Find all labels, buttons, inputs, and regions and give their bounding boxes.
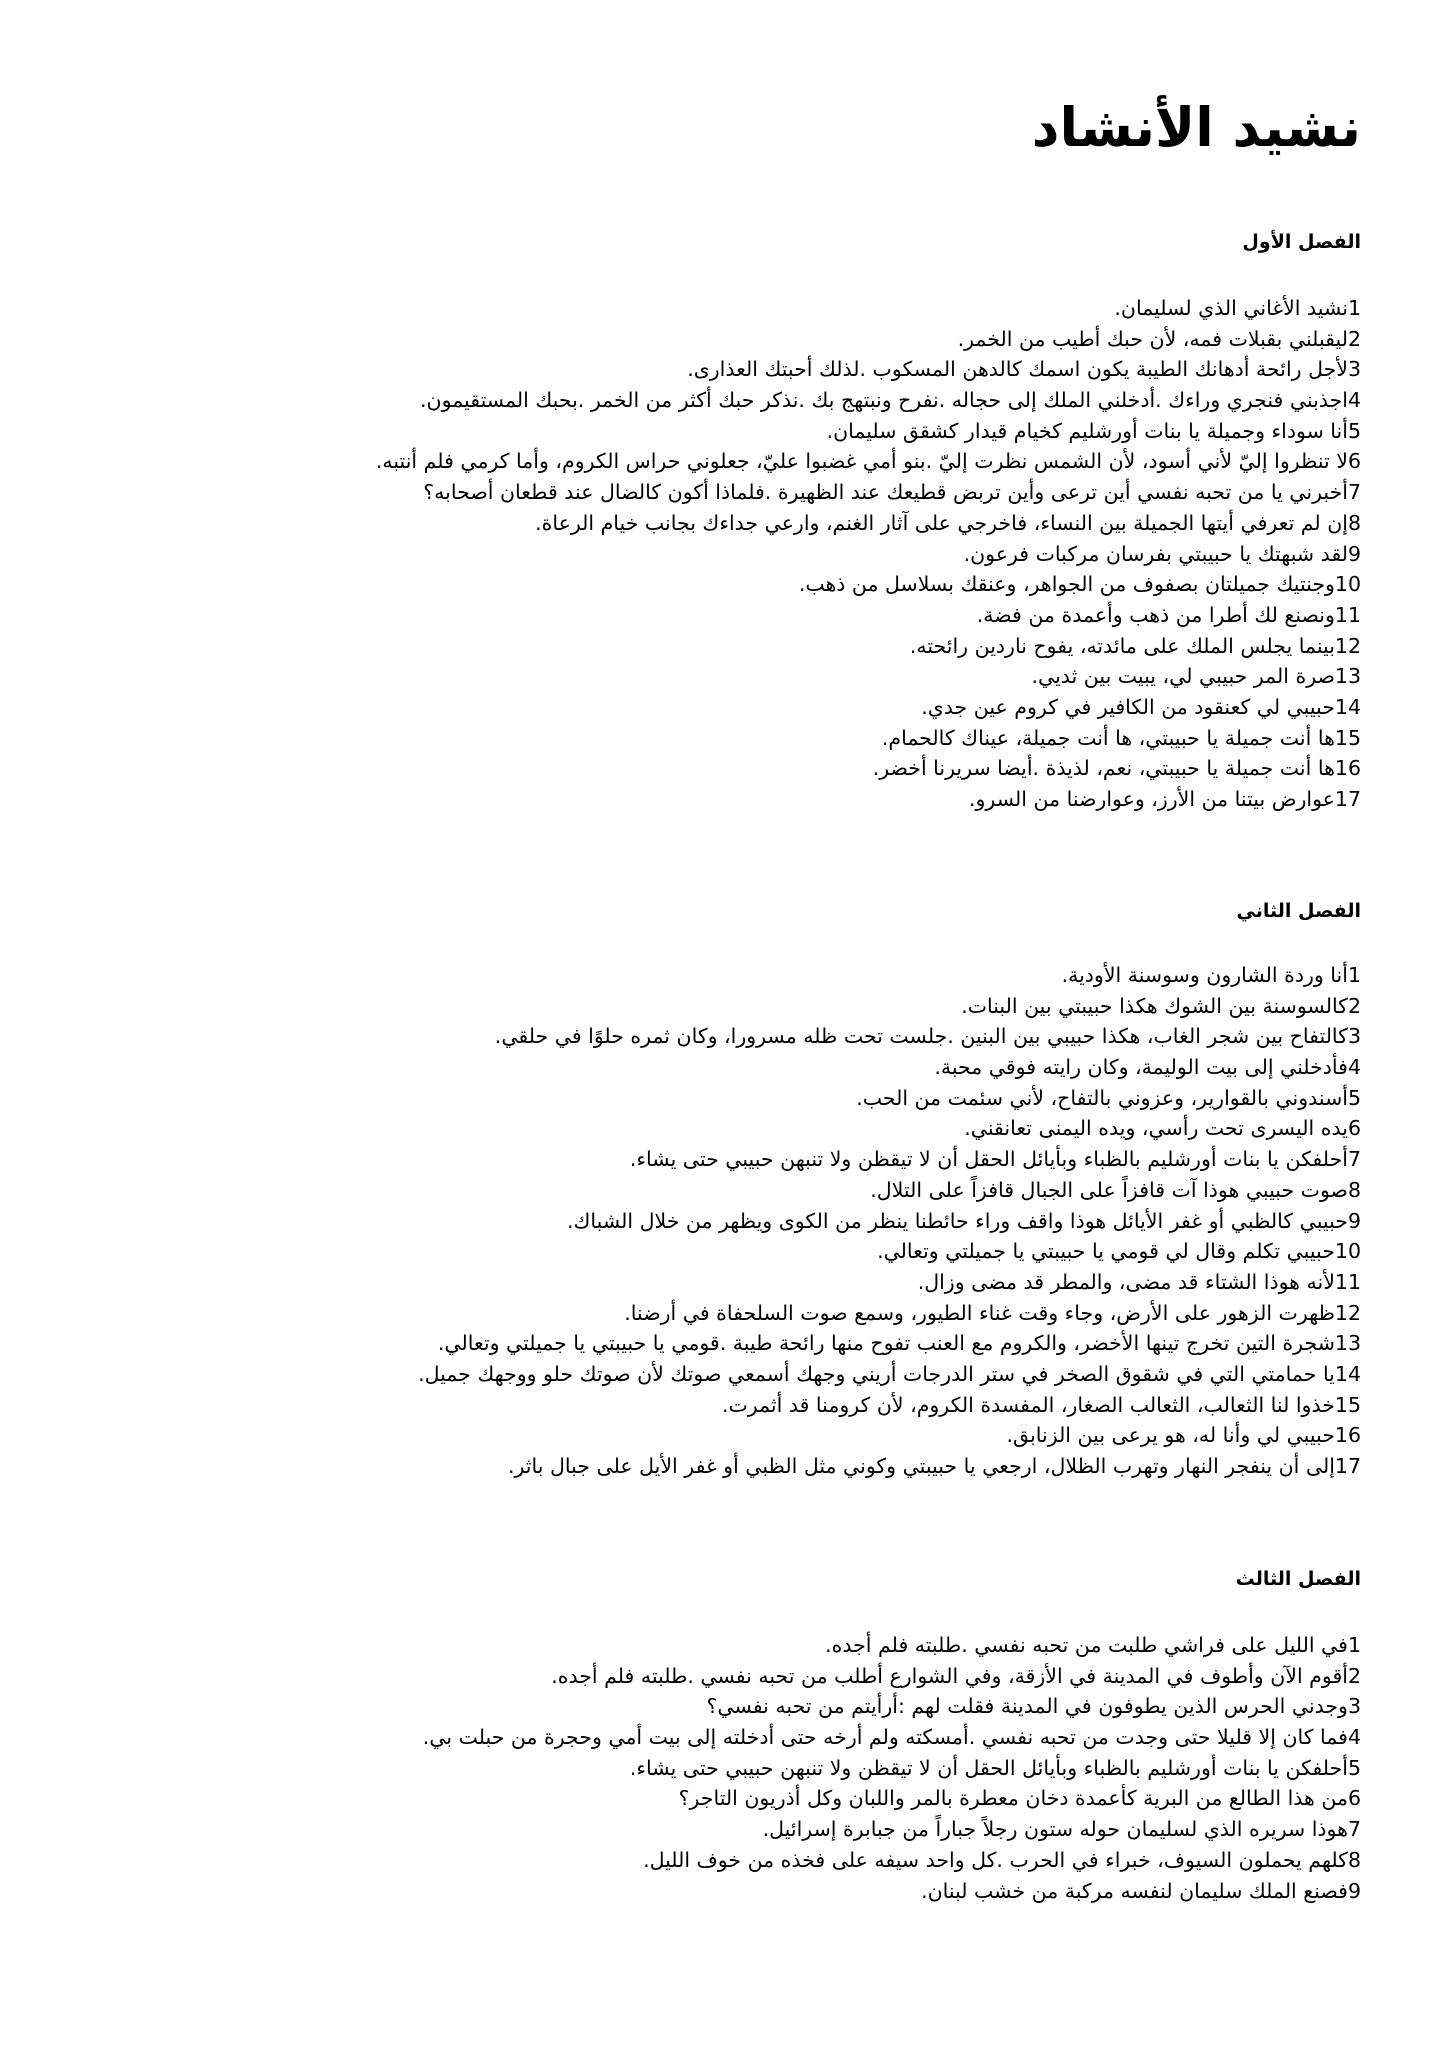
verse-text: يده اليسرى تحت رأسي، ويده اليمنى تعانقني.	[964, 1116, 1348, 1141]
verse-number: 9	[1347, 1208, 1361, 1233]
verse-text: صرة المر حبيبي لي، يبيت بين ثديي.	[1031, 664, 1335, 689]
verse-number: 3	[1347, 1024, 1361, 1049]
verse-text: أخبرني يا من تحبه نفسي أين ترعى وأين تربض قطيعك عند الظهيرة .فلماذا أكون كالضال عند قطعان أصحابه؟	[423, 480, 1348, 505]
verse-text: خذوا لنا الثعالب، الثعالب الصغار، المفسدة الكروم، لأن كرومنا قد أثمرت.	[721, 1392, 1335, 1417]
verse-number: 12	[1334, 1300, 1361, 1325]
verse-line	[423, 1691, 1361, 1722]
verse-number: 1	[1347, 963, 1361, 987]
verse-line	[376, 753, 1361, 784]
verse-number: 6	[1347, 1116, 1361, 1141]
verse-text: أنا سوداء وجميلة يا بنات أورشليم كخيام قيدار كشقق سليمان.	[826, 418, 1348, 443]
verse-text: إلى أن ينفجر النهار وتهرب الظلال، ارجعي يا حبيبتي وكوني مثل الظبي أو غفر الأيل على جبال باثر.	[507, 1454, 1335, 1478]
verse-number: 4	[1347, 1055, 1361, 1080]
verse-line	[423, 1722, 1361, 1753]
verse-number: 6	[1347, 1786, 1361, 1811]
verse-number: 7	[1347, 480, 1361, 505]
verse-text: إن لم تعرفي أيتها الجميلة بين النساء، فاخرجي على آثار الغنم، وارعي جداءك بجانب خيام الرعاة.	[535, 510, 1348, 535]
verse-line	[418, 1267, 1361, 1298]
verse-number: 8	[1347, 510, 1361, 535]
verse-number: 14	[1334, 694, 1361, 719]
verse-text: ليقبلني بقبلات فمه، لأن حبك أطيب من الخمر.	[957, 326, 1348, 351]
verse-line	[418, 1328, 1361, 1359]
verse-list	[423, 1630, 1361, 1906]
verse-number: 3	[1347, 1694, 1361, 1719]
verse-number: 2	[1347, 1663, 1361, 1688]
verse-text: كالسوسنة بين الشوك هكذا حبيبتي بين البنات.	[961, 993, 1348, 1018]
verse-text: أسندوني بالقوارير، وعزوني بالتفاح، لأني سئمت من الحب.	[856, 1085, 1348, 1110]
verse-line	[376, 661, 1361, 692]
verse-line	[376, 446, 1361, 477]
verse-text: حبيبي كالظبي أو غفر الأيائل هوذا واقف وراء حائطنا ينظر من الكوى ويظهر من خلال الشباك.	[566, 1208, 1348, 1233]
verse-number: 17	[1334, 787, 1361, 811]
verse-text: فأدخلني إلى بيت الوليمة، وكان رايته فوقي محبة.	[934, 1055, 1348, 1080]
verse-line	[376, 569, 1361, 600]
verse-text: في الليل على فراشي طلبت من تحبه نفسي .طلبته فلم أجده.	[825, 1633, 1348, 1657]
verse-number: 1	[1347, 296, 1361, 320]
verse-text: وجدني الحرس الذين يطوفون في المدينة فقلت لهم :أرأيتم من تحبه نفسي؟	[706, 1694, 1348, 1719]
verse-text: شجرة التين تخرج تينها الأخضر، والكروم مع العنب تفوح منها رائحة طيبة .قومي يا حبيبتي يا جميلتي وتعالي.	[437, 1331, 1335, 1356]
verse-text: ونصنع لك أطرا من ذهب وأعمدة من فضة.	[976, 602, 1335, 627]
verse-number: 7	[1347, 1147, 1361, 1172]
verse-text: كلهم يحملون السيوف، خبراء في الحرب .كل واحد سيفه على فخذه من خوف الليل.	[643, 1847, 1348, 1872]
verse-text: حبيبي لي كعنقود من الكافير في كروم عين جدي.	[921, 694, 1335, 719]
verse-number: 15	[1334, 1392, 1361, 1417]
verse-number: 6	[1347, 449, 1361, 474]
verse-line	[376, 631, 1361, 662]
verse-number: 7	[1347, 1817, 1361, 1842]
verse-text: كالتفاح بين شجر الغاب، هكذا حبيبي بين البنين .جلست تحت ظله مسرورا، وكان ثمره حلوًا في حلقي.	[494, 1024, 1348, 1049]
verse-number: 16	[1334, 1423, 1361, 1448]
verse-number: 15	[1334, 725, 1361, 750]
verse-line	[418, 1298, 1361, 1329]
verse-number: 9	[1347, 1878, 1361, 1903]
verse-text: ها أنت جميلة يا حبيبتي، ها أنت جميلة، عيناك كالحمام.	[881, 725, 1335, 750]
verse-line	[423, 1814, 1361, 1845]
verse-number: 12	[1334, 633, 1361, 658]
verse-number: 1	[1347, 1633, 1361, 1657]
verse-text: أحلفكن يا بنات أورشليم بالظباء وبأيائل الحقل أن لا تيقظن ولا تنبهن حبيبي حتى يشاء.	[629, 1755, 1348, 1780]
verse-number: 8	[1347, 1847, 1361, 1872]
verse-line	[418, 1236, 1361, 1267]
verse-line	[376, 385, 1361, 416]
verse-number: 9	[1347, 541, 1361, 566]
verse-number: 14	[1334, 1361, 1361, 1386]
verse-text: من هذا الطالع من البرية كأعمدة دخان معطرة بالمر واللبان وكل أذريون التاجر؟	[678, 1786, 1348, 1811]
verse-line	[418, 1083, 1361, 1114]
verse-text: لأجل رائحة أدهانك الطيبة يكون اسمك كالدهن المسكوب .لذلك أحبتك العذارى.	[687, 357, 1348, 382]
verse-number: 5	[1347, 418, 1361, 443]
verse-line	[418, 1113, 1361, 1144]
verse-number: 8	[1347, 1177, 1361, 1202]
verse-text: لأنه هوذا الشتاء قد مضى، والمطر قد مضى وزال.	[917, 1269, 1335, 1294]
chapter-heading: الفصل الأول	[1242, 231, 1361, 253]
verse-text: عوارض بيتنا من الأرز، وعوارضنا من السرو.	[969, 787, 1335, 811]
verse-number: 13	[1334, 1331, 1361, 1356]
verse-text: نشيد الأغاني الذي لسليمان.	[1114, 296, 1348, 320]
verse-line	[376, 539, 1361, 570]
verse-number: 16	[1334, 756, 1361, 781]
verse-number: 10	[1334, 1239, 1361, 1264]
verse-text: صوت حبيبي هوذا آت قافزاً على الجبال قافزاً على التلال.	[870, 1177, 1348, 1202]
verse-text: بينما يجلس الملك على مائدته، يفوح ناردين رائحته.	[909, 633, 1335, 658]
verse-text: ها أنت جميلة يا حبيبتي، نعم، لذيذة .أيضا سريرنا أخضر.	[872, 756, 1335, 781]
verse-line	[423, 1783, 1361, 1814]
verse-text: حبيبي تكلم وقال لي قومي يا حبيبتي يا جميلتي وتعالي.	[877, 1239, 1335, 1264]
verse-line	[423, 1630, 1361, 1661]
verse-text: يا حمامتي التي في شقوق الصخر في ستر الدرجات أريني وجهك أسمعي صوتك لأن صوتك حلو ووجهك جميل.	[418, 1361, 1335, 1386]
chapter-heading: الفصل الثالث	[1235, 1568, 1361, 1590]
verse-line	[418, 1359, 1361, 1390]
verse-number: 5	[1347, 1085, 1361, 1110]
verse-line	[423, 1661, 1361, 1692]
verse-number: 4	[1347, 1725, 1361, 1750]
verse-line	[376, 416, 1361, 447]
verse-line	[376, 293, 1361, 324]
verse-number: 3	[1347, 357, 1361, 382]
verse-number: 2	[1347, 326, 1361, 351]
verse-list	[376, 293, 1361, 815]
verse-text: فما كان إلا قليلا حتى وجدت من تحبه نفسي .أمسكته ولم أرخه حتى أدخلته إلى بيت أمي وحجرة من حبلت بي.	[422, 1725, 1348, 1750]
verse-line	[376, 723, 1361, 754]
verse-line	[423, 1845, 1361, 1876]
verse-number: 4	[1347, 388, 1361, 413]
verse-line	[376, 354, 1361, 385]
verse-line	[418, 1144, 1361, 1175]
verse-line	[423, 1753, 1361, 1784]
verse-text: فصنع الملك سليمان لنفسه مركبة من خشب لبنان.	[921, 1878, 1348, 1903]
verse-number: 11	[1334, 602, 1361, 627]
verse-text: أحلفكن يا بنات أورشليم بالظباء وبأيائل الحقل أن لا تيقظن ولا تنبهن حبيبي حتى يشاء.	[629, 1147, 1348, 1172]
verse-number: 13	[1334, 664, 1361, 689]
chapter-heading: الفصل الثاني	[1236, 900, 1361, 922]
verse-line	[418, 1206, 1361, 1237]
verse-text: أنا وردة الشارون وسوسنة الأودية.	[1061, 963, 1348, 987]
verse-number: 17	[1334, 1454, 1361, 1478]
verse-text: وجنتيك جميلتان بصفوف من الجواهر، وعنقك بسلاسل من ذهب.	[798, 572, 1335, 597]
verse-line	[418, 960, 1361, 991]
verse-line	[418, 1021, 1361, 1052]
verse-list	[418, 960, 1361, 1482]
verse-line	[418, 1390, 1361, 1421]
verse-line	[418, 991, 1361, 1022]
document-title: نشيد الأنشاد	[1031, 96, 1361, 159]
verse-line	[376, 692, 1361, 723]
verse-text: اجذبني فنجري وراءك .أدخلني الملك إلى حجاله .نفرح ونبتهج بك .نذكر حبك أكثر من الخمر .بحبك المستقيمون.	[420, 388, 1348, 413]
verse-number: 2	[1347, 993, 1361, 1018]
verse-line	[376, 600, 1361, 631]
verse-text: ظهرت الزهور على الأرض، وجاء وقت غناء الطيور، وسمع صوت السلحفاة في أرضنا.	[624, 1300, 1335, 1325]
verse-text: هوذا سريره الذي لسليمان حوله ستون رجلاً جباراً من جبابرة إسرائيل.	[762, 1817, 1348, 1842]
verse-number: 11	[1334, 1269, 1361, 1294]
verse-text: لقد شبهتك يا حبيبتي بفرسان مركبات فرعون.	[963, 541, 1348, 566]
verse-number: 10	[1334, 572, 1361, 597]
verse-line	[376, 324, 1361, 355]
verse-line	[418, 1175, 1361, 1206]
verse-text: حبيبي لي وأنا له، هو يرعى بين الزنابق.	[1006, 1423, 1335, 1448]
verse-line	[418, 1420, 1361, 1451]
verse-line	[418, 1052, 1361, 1083]
verse-text: لا تنظروا إليّ لأني أسود، لأن الشمس نظرت إليّ .بنو أمي غضبوا عليّ، جعلوني حراس الكروم، وأما كرمي فلم أنتبه.	[375, 449, 1348, 474]
verse-number: 5	[1347, 1755, 1361, 1780]
verse-line	[376, 477, 1361, 508]
verse-line	[376, 784, 1361, 815]
verse-line	[423, 1876, 1361, 1907]
verse-line	[418, 1451, 1361, 1482]
verse-text: أقوم الآن وأطوف في المدينة في الأزقة، وفي الشوارع أطلب من تحبه نفسي .طلبته فلم أجده.	[551, 1663, 1348, 1688]
verse-line	[376, 508, 1361, 539]
